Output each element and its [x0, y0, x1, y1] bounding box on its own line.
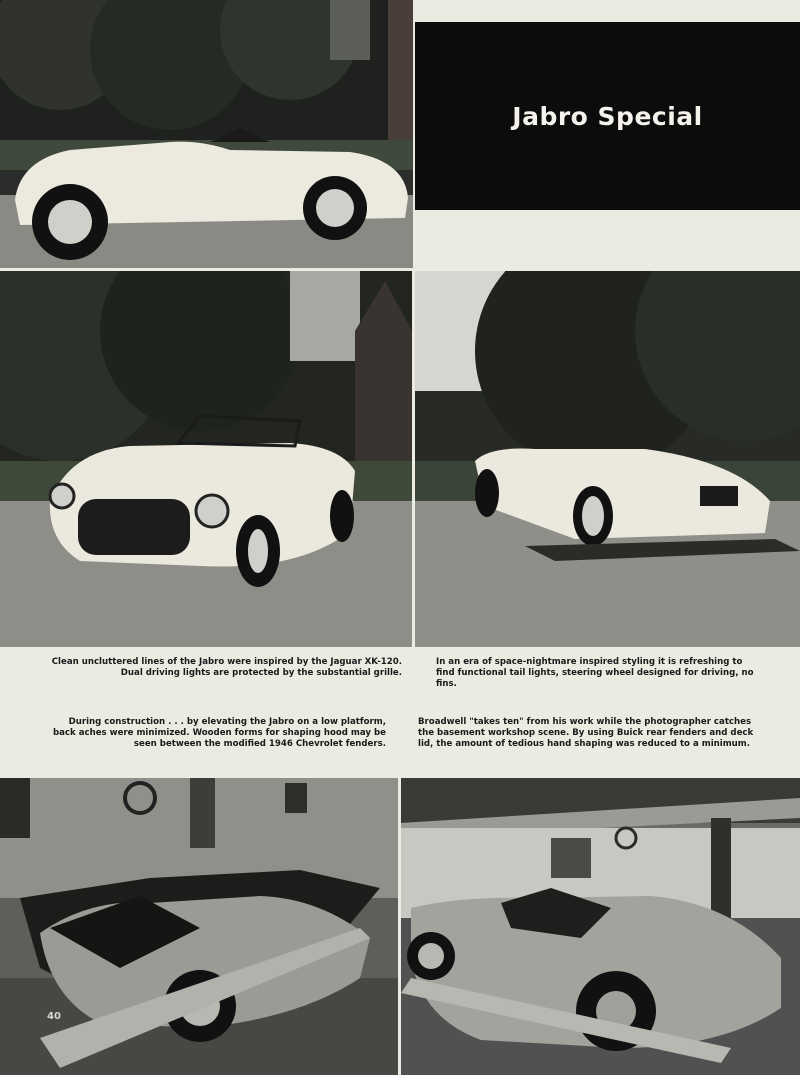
front-quarter-photo — [0, 271, 412, 647]
caption-front-view: Clean uncluttered lines of the Jabro were inspired by the Jaguar XK-120. Dual driving lights are protected by the substantial grille. — [51, 657, 402, 678]
title-block — [415, 22, 800, 210]
workshop-construction-photo — [0, 778, 398, 1075]
caption-rear-view: In an era of space-nightmare inspired styling it is refreshing to find functional tail lights, steering wheel designed for driving, no fins. — [436, 657, 754, 689]
caption-workshop: Broadwell "takes ten" from his work while the photographer catches the basement workshop scene. By using Buick rear fenders and deck lid, the amount of tedious hand shaping was reduced to a minimum. — [418, 717, 754, 749]
workshop-basement-photo — [401, 778, 800, 1075]
caption-construction: During construction . . . by elevating the Jabro on a low platform, back aches were minimized. Wooden forms for shaping hood may be seen between the modified 1946 Chevrolet fenders. — [52, 717, 386, 749]
side-view-photo — [0, 0, 413, 268]
page-number: 40 — [47, 1011, 61, 1022]
rear-quarter-photo — [415, 271, 800, 647]
article-title: Jabro Special — [512, 101, 703, 131]
